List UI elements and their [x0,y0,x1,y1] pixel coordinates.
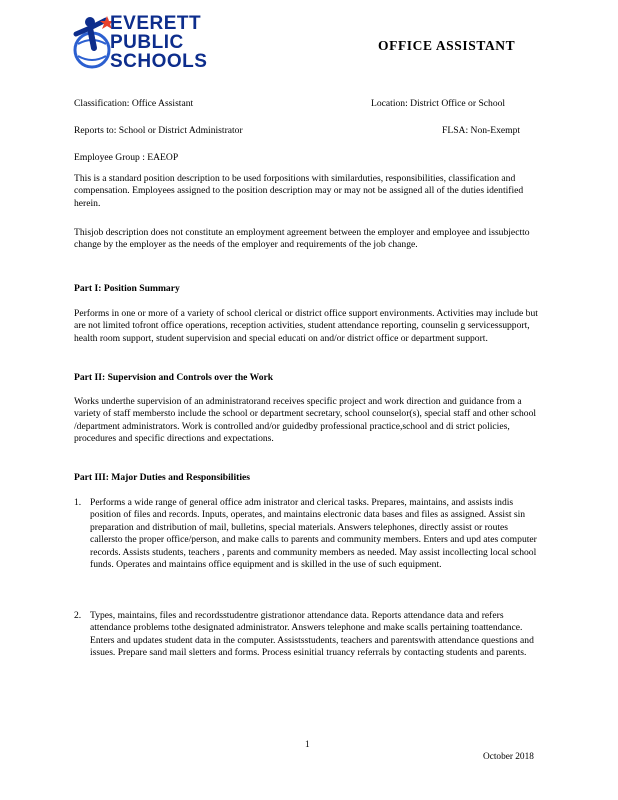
duty-number: 2. [74,610,82,621]
globe-person-icon [72,12,112,72]
revision-date: October 2018 [483,752,534,762]
intro-paragraph-2: Thisjob description does not constitute an employment agreement between the employer and employee and issubjectto change by the employer as the needs of the employer and requirements of the job change. [74,227,530,251]
part1-heading: Part I: Position Summary [74,283,180,294]
district-logo [72,10,242,80]
part2-text: Works underthe supervision of an administratorand receives specific project and work direction and guidance from a variety of staff membersto include the school or department secretary, school counselor(s), special staff and other school /department administrators. Work is controlled and/or guidedby professional practice,school and di strict policies, procedures and specific directions and expectations. [74,396,537,445]
part1-text: Performs in one or more of a variety of school clerical or district office support environments. Activities may include but are not limited tofront office operations, reception activities, student attendance reporting, counselin g servicessupport, health room support, student supervision and special educati on and/or district office or department support. [74,308,538,344]
classification-field: Classification: Office Assistant [74,98,194,109]
page-number: 1 [305,740,310,750]
intro-paragraph-1: This is a standard position description to be used forpositions with similarduties, responsibilities, classification and compensation. Employees assigned to the position description may or may not be assigned all of the duties identified herein. [74,173,524,209]
part2-heading: Part II: Supervision and Controls over the Work [74,372,274,383]
location-field: Location: District Office or School [371,98,506,109]
page-title: OFFICE ASSISTANT [378,38,516,53]
duty-number: 1. [74,497,82,508]
employee-group-field: Employee Group : EAEOP [74,152,179,163]
part3-heading: Part III: Major Duties and Responsibilities [74,472,250,483]
flsa-field: FLSA: Non-Exempt [442,125,521,136]
duty-item: Types, maintains, files and recordsstudentre gistrationor attendance data. Reports attendance data and refers attendance problems tothe designated administrator. Answers telephone and make scalls pertaining toattendance. Enters and updates student data in the computer. Assistsstudents, teachers and parentswith attendance questions and issues. Prepare sand mail sletters and forms. Process esinitial truancy referrals by contacting students and parents. [90,610,534,659]
reports-to-field: Reports to: School or District Administrator [74,125,243,136]
logo-wordmark: EVERETT PUBLIC SCHOOLS [110,13,208,72]
duty-item: Performs a wide range of general office adm inistrator and clerical tasks. Prepares, maintains, and assists indis position of files and records. Inputs, operates, and maintains electronic data bases and files as assigned. Assist sin preparation and distribution of mail, bulletins, special materials. Answers telephones, directly assist or routes callersto the proper office/person, and make calls to parents and community members. Enters and upd ates computer records. Assists students, teachers , parents and community members as needed. May assist incollecting local school funds. Operates and maintains office equipment and is skilled in the use of such equipment. [90,497,537,571]
